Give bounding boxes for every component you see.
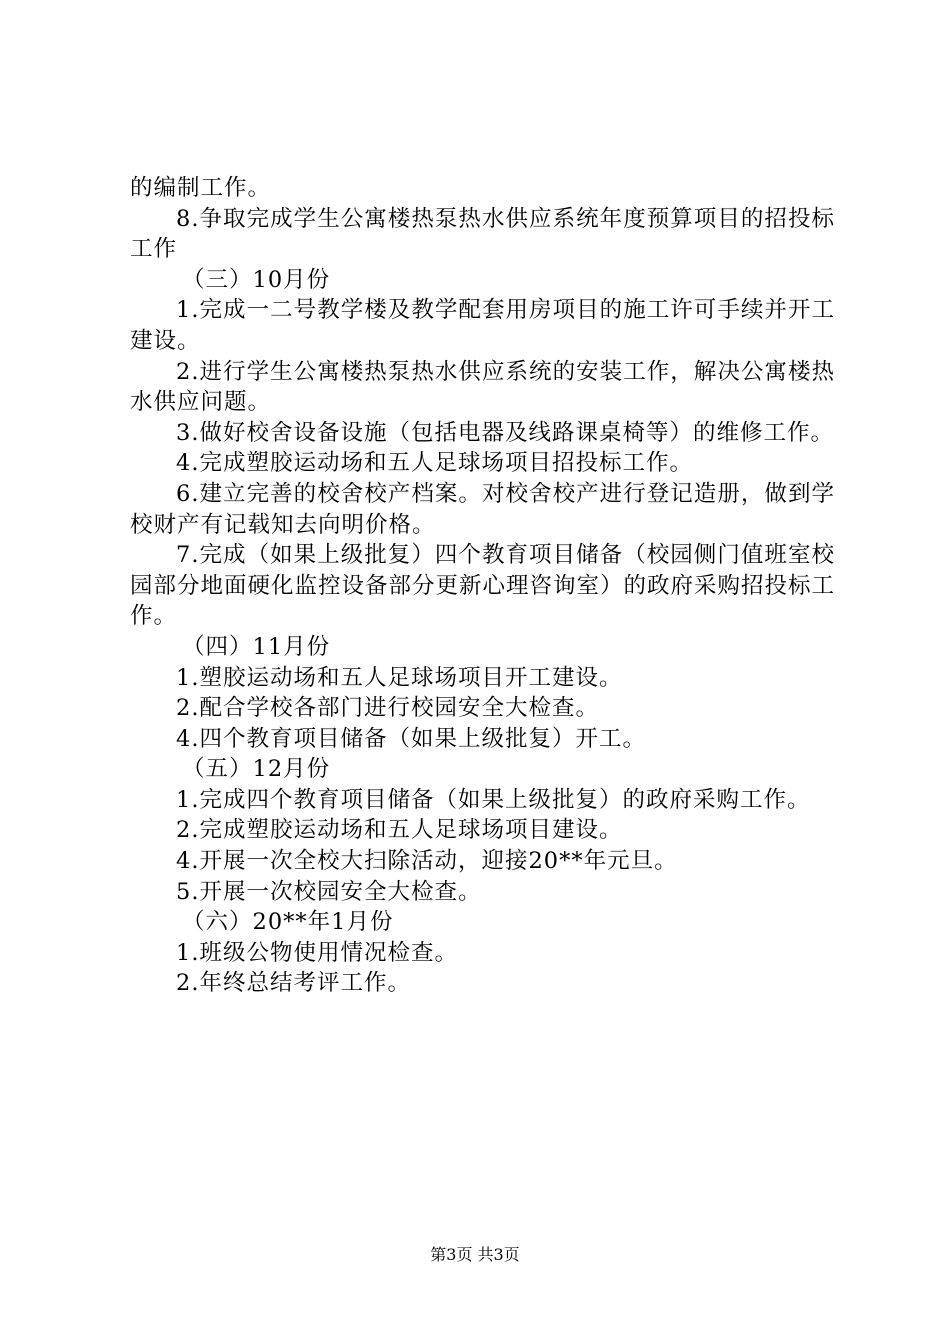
paragraph-21: 2.年终总结考评工作。 [176, 970, 411, 997]
paragraph-16: 2.完成塑胶运动场和五人足球场项目建设。 [176, 817, 623, 844]
paragraph-2: 8.争取完成学生公寓楼热泵热水供应系统年度预算项目的招投标工作 [130, 205, 835, 263]
document-body [130, 173, 835, 999]
paragraph-1: 的编制工作。 [130, 175, 272, 201]
paragraph-6: 3.做好校舍设备设施（包括电器及线路课桌椅等）的维修工作。 [176, 419, 834, 446]
section-heading-december: （五）12月份 [182, 756, 331, 783]
section-heading-november: （四）11月份 [182, 633, 331, 660]
paragraph-9: 7.完成（如果上级批复）四个教育项目储备（校园侧门值班室校园部分地面硬化监控设备部分更新心理咨询室）的政府采购招投标工作。 [130, 542, 836, 630]
paragraph-13: 4.四个教育项目储备（如果上级批复）开工。 [176, 725, 646, 752]
paragraph-8: 6.建立完善的校舍校产档案。对校舍校产进行登记造册，做到学校财产有记载知去向明价格。 [130, 480, 835, 538]
paragraph-15: 1.完成四个教育项目储备（如果上级批复）的政府采购工作。 [176, 786, 811, 813]
section-heading-january: （六）20**年1月份 [182, 909, 394, 936]
paragraph-4: 1.完成一二号教学楼及教学配套用房项目的施工许可手续并开工建设。 [130, 297, 835, 354]
section-heading-october: （三）10月份 [182, 266, 331, 293]
paragraph-12: 2.配合学校各部门进行校园安全大检查。 [176, 695, 599, 722]
paragraph-20: 1.班级公物使用情况检查。 [176, 939, 458, 966]
page-number-footer: 第3页 共3页 [430, 1245, 520, 1264]
paragraph-18: 5.开展一次校园安全大检查。 [176, 878, 482, 905]
paragraph-17: 4.开展一次全校大扫除活动，迎接20**年元旦。 [176, 848, 678, 875]
paragraph-11: 1.塑胶运动场和五人足球场项目开工建设。 [176, 664, 623, 691]
paragraph-5: 2.进行学生公寓楼热泵热水供应系统的安装工作，解决公寓楼热水供应问题。 [130, 358, 835, 416]
paragraph-7: 4.完成塑胶运动场和五人足球场项目招投标工作。 [176, 450, 693, 477]
